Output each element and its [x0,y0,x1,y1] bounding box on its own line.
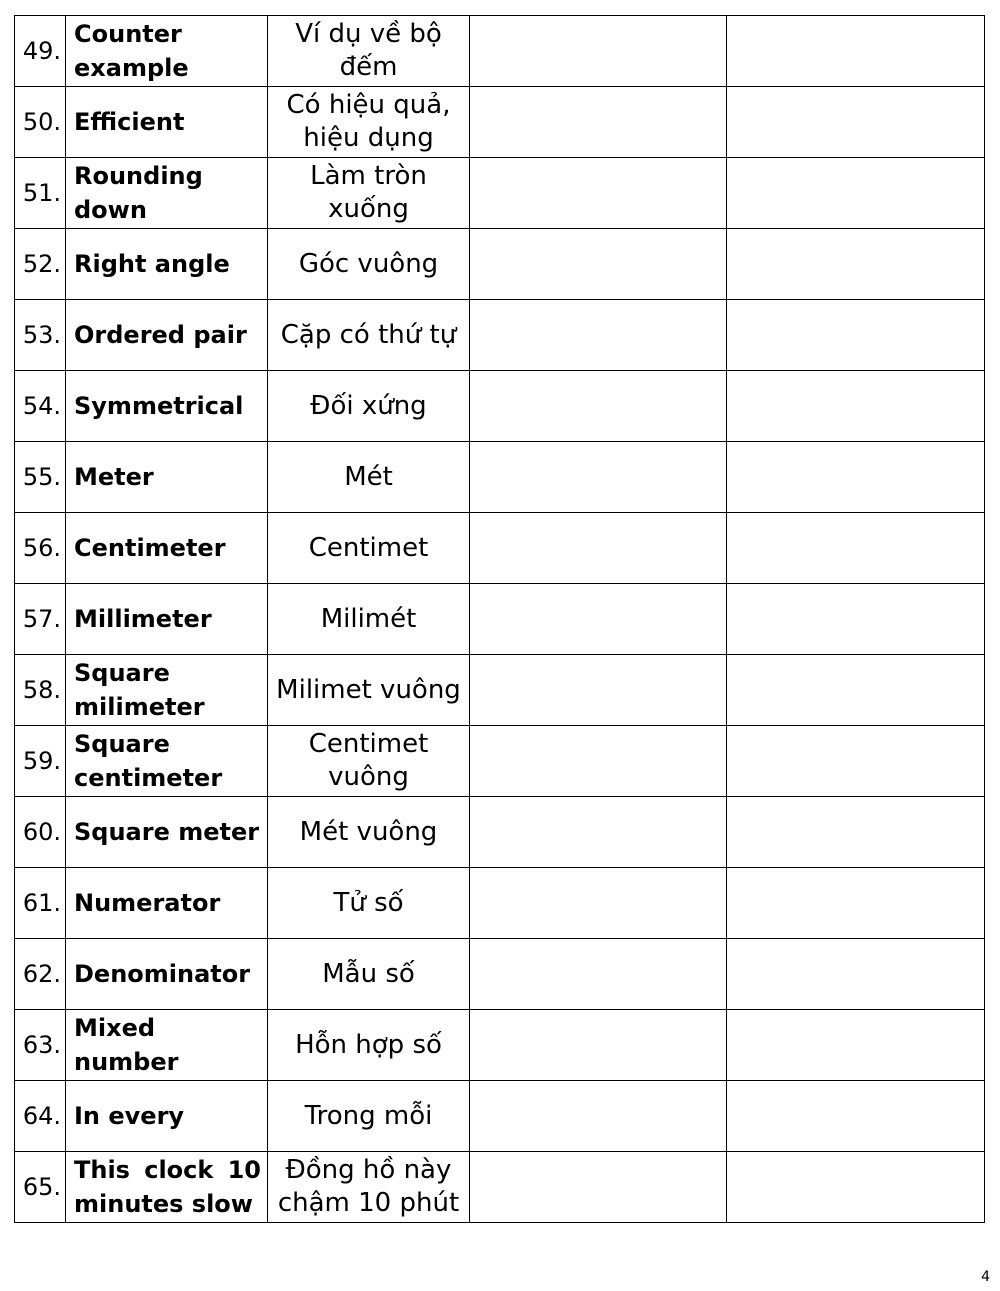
english-term: This clock 10 minutes slow [66,1152,268,1223]
vietnamese-term: Centimet vuông [268,726,470,797]
note-cell [727,87,985,158]
table-row [15,584,985,655]
table-row [15,1081,985,1152]
answer-cell [470,229,727,300]
english-term: Numerator [66,868,268,939]
note-cell [727,726,985,797]
note-cell [727,868,985,939]
english-term: Ordered pair [66,300,268,371]
vietnamese-term: Ví dụ về bộ đếm [268,16,470,87]
row-number: 65. [15,1152,66,1223]
table-row [15,371,985,442]
row-number: 62. [15,939,66,1010]
row-number: 54. [15,371,66,442]
note-cell [727,16,985,87]
english-term: Square centimeter [66,726,268,797]
answer-cell [470,797,727,868]
table-row [15,726,985,797]
table-row [15,939,985,1010]
note-cell [727,229,985,300]
english-term: Square meter [66,797,268,868]
vietnamese-term: Làm tròn xuống [268,158,470,229]
note-cell [727,442,985,513]
answer-cell [470,300,727,371]
table-row [15,1010,985,1081]
note-cell [727,797,985,868]
vocabulary-table [14,15,985,1223]
note-cell [727,371,985,442]
table-row [15,868,985,939]
answer-cell [470,16,727,87]
note-cell [727,1152,985,1223]
table-row [15,1152,985,1223]
vietnamese-term: Trong mỗi [268,1081,470,1152]
table-row [15,655,985,726]
answer-cell [470,655,727,726]
vietnamese-term: Mẫu số [268,939,470,1010]
english-term: Square milimeter [66,655,268,726]
english-term: Meter [66,442,268,513]
vietnamese-term: Hỗn hợp số [268,1010,470,1081]
table-row [15,797,985,868]
row-number: 49. [15,16,66,87]
vietnamese-term: Mét [268,442,470,513]
row-number: 61. [15,868,66,939]
vietnamese-term: Góc vuông [268,229,470,300]
note-cell [727,158,985,229]
answer-cell [470,158,727,229]
vietnamese-term: Milimet vuông [268,655,470,726]
row-number: 60. [15,797,66,868]
row-number: 63. [15,1010,66,1081]
answer-cell [470,442,727,513]
answer-cell [470,584,727,655]
answer-cell [470,87,727,158]
english-term: Centimeter [66,513,268,584]
note-cell [727,1081,985,1152]
answer-cell [470,371,727,442]
english-term: Right angle [66,229,268,300]
note-cell [727,939,985,1010]
vietnamese-term: Có hiệu quả, hiệu dụng [268,87,470,158]
english-term: Counter example [66,16,268,87]
answer-cell [470,726,727,797]
page-number: 4 [981,1269,990,1285]
row-number: 56. [15,513,66,584]
note-cell [727,584,985,655]
english-term: Denominator [66,939,268,1010]
table-row [15,16,985,87]
table-row [15,513,985,584]
answer-cell [470,513,727,584]
table-row [15,87,985,158]
row-number: 50. [15,87,66,158]
english-term: In every [66,1081,268,1152]
vietnamese-term: Milimét [268,584,470,655]
english-term: Efficient [66,87,268,158]
note-cell [727,513,985,584]
answer-cell [470,868,727,939]
note-cell [727,655,985,726]
table-row [15,300,985,371]
answer-cell [470,1081,727,1152]
note-cell [727,1010,985,1081]
row-number: 57. [15,584,66,655]
table-row [15,442,985,513]
answer-cell [470,939,727,1010]
vietnamese-term: Tử số [268,868,470,939]
english-term: Symmetrical [66,371,268,442]
answer-cell [470,1152,727,1223]
row-number: 55. [15,442,66,513]
note-cell [727,300,985,371]
table-row [15,158,985,229]
vietnamese-term: Đối xứng [268,371,470,442]
table-row [15,229,985,300]
row-number: 52. [15,229,66,300]
vietnamese-term: Cặp có thứ tự [268,300,470,371]
row-number: 53. [15,300,66,371]
english-term: Mixed number [66,1010,268,1081]
row-number: 51. [15,158,66,229]
row-number: 59. [15,726,66,797]
english-term: Millimeter [66,584,268,655]
english-term: Rounding down [66,158,268,229]
row-number: 58. [15,655,66,726]
answer-cell [470,1010,727,1081]
vietnamese-term: Centimet [268,513,470,584]
row-number: 64. [15,1081,66,1152]
vietnamese-term: Mét vuông [268,797,470,868]
vietnamese-term: Đồng hồ này chậm 10 phút [268,1152,470,1223]
